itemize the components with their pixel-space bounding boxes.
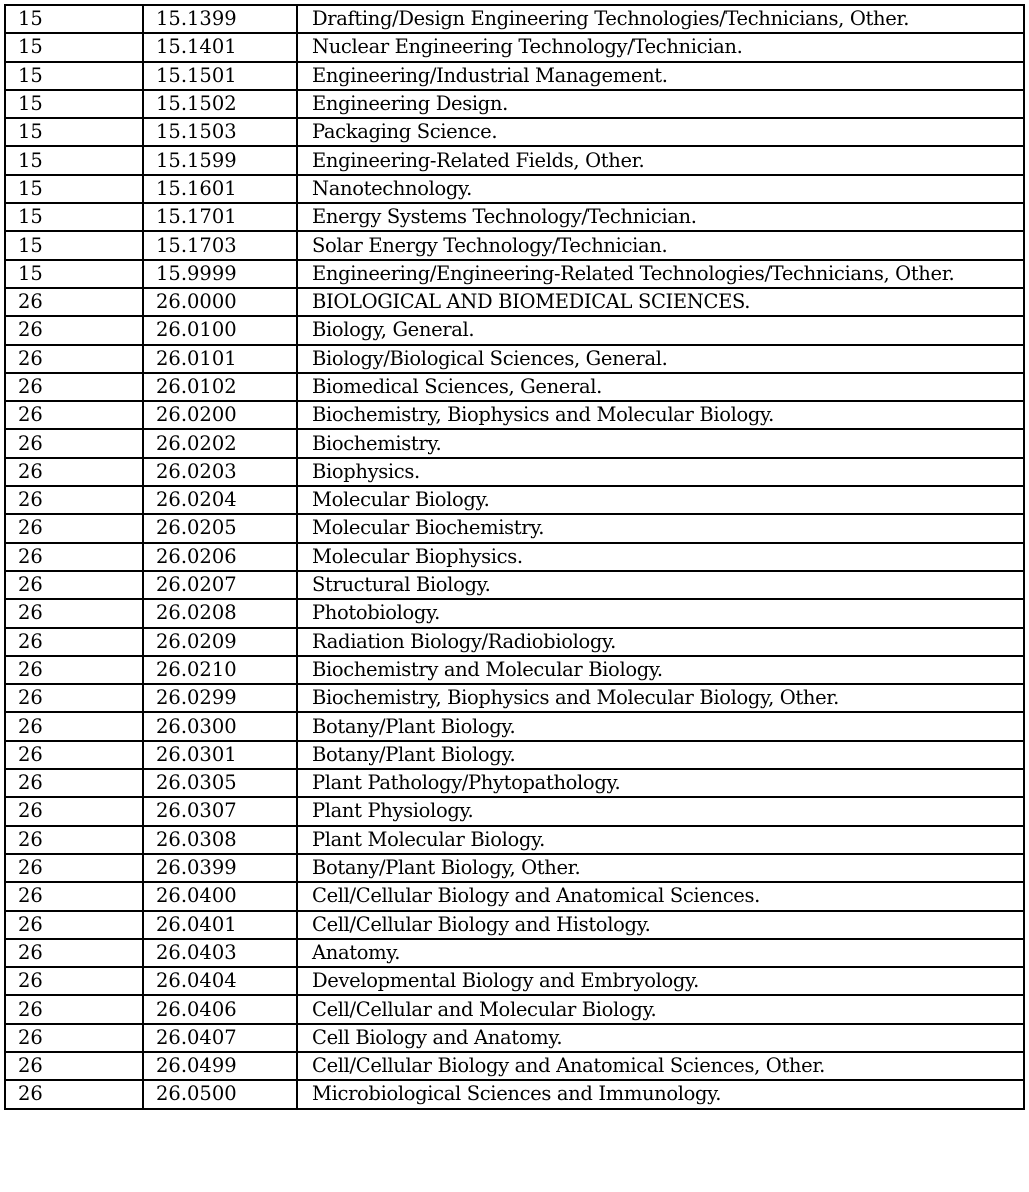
family-code-cell: 26 xyxy=(5,628,143,656)
program-title-cell: Solar Energy Technology/Technician. xyxy=(297,231,1024,259)
program-title-cell: Biochemistry and Molecular Biology. xyxy=(297,656,1024,684)
cip-code-cell: 26.0210 xyxy=(143,656,297,684)
program-title-cell: Cell Biology and Anatomy. xyxy=(297,1024,1024,1052)
cip-code-cell: 26.0399 xyxy=(143,854,297,882)
cip-code-cell: 26.0207 xyxy=(143,571,297,599)
table-row xyxy=(5,514,1024,542)
program-title-cell: Plant Molecular Biology. xyxy=(297,826,1024,854)
table-row xyxy=(5,146,1024,174)
family-code-cell: 26 xyxy=(5,1080,143,1108)
table-row xyxy=(5,882,1024,910)
family-code-cell: 26 xyxy=(5,316,143,344)
program-title-cell: BIOLOGICAL AND BIOMEDICAL SCIENCES. xyxy=(297,288,1024,316)
program-title-cell: Biophysics. xyxy=(297,458,1024,486)
program-title-cell: Molecular Biology. xyxy=(297,486,1024,514)
table-row xyxy=(5,458,1024,486)
table-row xyxy=(5,373,1024,401)
program-title-cell: Energy Systems Technology/Technician. xyxy=(297,203,1024,231)
family-code-cell: 26 xyxy=(5,1052,143,1080)
table-row xyxy=(5,118,1024,146)
family-code-cell: 26 xyxy=(5,769,143,797)
program-title-cell: Botany/Plant Biology. xyxy=(297,712,1024,740)
cip-code-table xyxy=(4,4,1025,1110)
program-title-cell: Radiation Biology/Radiobiology. xyxy=(297,628,1024,656)
table-row xyxy=(5,1052,1024,1080)
family-code-cell: 26 xyxy=(5,571,143,599)
table-row xyxy=(5,769,1024,797)
family-code-cell: 26 xyxy=(5,939,143,967)
family-code-cell: 15 xyxy=(5,175,143,203)
family-code-cell: 26 xyxy=(5,401,143,429)
program-title-cell: Molecular Biochemistry. xyxy=(297,514,1024,542)
table-row xyxy=(5,5,1024,33)
table-row xyxy=(5,854,1024,882)
cip-code-cell: 26.0101 xyxy=(143,345,297,373)
cip-table-body xyxy=(5,5,1024,1109)
family-code-cell: 26 xyxy=(5,429,143,457)
cip-code-cell: 26.0100 xyxy=(143,316,297,344)
program-title-cell: Botany/Plant Biology, Other. xyxy=(297,854,1024,882)
program-title-cell: Biomedical Sciences, General. xyxy=(297,373,1024,401)
cip-code-cell: 26.0200 xyxy=(143,401,297,429)
cip-code-cell: 26.0205 xyxy=(143,514,297,542)
program-title-cell: Engineering Design. xyxy=(297,90,1024,118)
table-row xyxy=(5,316,1024,344)
family-code-cell: 26 xyxy=(5,854,143,882)
table-row xyxy=(5,911,1024,939)
family-code-cell: 15 xyxy=(5,146,143,174)
cip-code-cell: 26.0203 xyxy=(143,458,297,486)
cip-code-cell: 26.0299 xyxy=(143,684,297,712)
program-title-cell: Engineering/Engineering-Related Technologies/Technicians, Other. xyxy=(297,260,1024,288)
program-title-cell: Structural Biology. xyxy=(297,571,1024,599)
family-code-cell: 15 xyxy=(5,33,143,61)
family-code-cell: 26 xyxy=(5,458,143,486)
table-row xyxy=(5,741,1024,769)
family-code-cell: 26 xyxy=(5,486,143,514)
table-row xyxy=(5,967,1024,995)
cip-code-cell: 26.0000 xyxy=(143,288,297,316)
program-title-cell: Microbiological Sciences and Immunology. xyxy=(297,1080,1024,1108)
family-code-cell: 15 xyxy=(5,118,143,146)
table-row xyxy=(5,571,1024,599)
cip-code-cell: 26.0406 xyxy=(143,995,297,1023)
table-row xyxy=(5,1080,1024,1108)
program-title-cell: Anatomy. xyxy=(297,939,1024,967)
cip-code-cell: 26.0300 xyxy=(143,712,297,740)
table-row xyxy=(5,401,1024,429)
table-row xyxy=(5,939,1024,967)
table-row xyxy=(5,684,1024,712)
family-code-cell: 26 xyxy=(5,543,143,571)
family-code-cell: 26 xyxy=(5,967,143,995)
program-title-cell: Biochemistry, Biophysics and Molecular Biology. xyxy=(297,401,1024,429)
family-code-cell: 26 xyxy=(5,288,143,316)
program-title-cell: Packaging Science. xyxy=(297,118,1024,146)
family-code-cell: 26 xyxy=(5,373,143,401)
cip-code-cell: 26.0403 xyxy=(143,939,297,967)
program-title-cell: Biology, General. xyxy=(297,316,1024,344)
cip-code-cell: 15.1599 xyxy=(143,146,297,174)
cip-code-cell: 26.0307 xyxy=(143,797,297,825)
family-code-cell: 15 xyxy=(5,260,143,288)
family-code-cell: 26 xyxy=(5,599,143,627)
table-row xyxy=(5,429,1024,457)
cip-code-cell: 26.0301 xyxy=(143,741,297,769)
family-code-cell: 15 xyxy=(5,5,143,33)
family-code-cell: 26 xyxy=(5,995,143,1023)
program-title-cell: Nuclear Engineering Technology/Technician. xyxy=(297,33,1024,61)
program-title-cell: Plant Pathology/Phytopathology. xyxy=(297,769,1024,797)
family-code-cell: 26 xyxy=(5,911,143,939)
program-title-cell: Cell/Cellular Biology and Anatomical Sciences, Other. xyxy=(297,1052,1024,1080)
table-row xyxy=(5,90,1024,118)
cip-code-cell: 26.0209 xyxy=(143,628,297,656)
cip-code-cell: 26.0204 xyxy=(143,486,297,514)
family-code-cell: 26 xyxy=(5,882,143,910)
family-code-cell: 26 xyxy=(5,684,143,712)
program-title-cell: Engineering/Industrial Management. xyxy=(297,62,1024,90)
table-row xyxy=(5,797,1024,825)
cip-code-cell: 26.0400 xyxy=(143,882,297,910)
cip-code-cell: 15.1502 xyxy=(143,90,297,118)
table-row xyxy=(5,1024,1024,1052)
family-code-cell: 15 xyxy=(5,231,143,259)
cip-code-cell: 26.0202 xyxy=(143,429,297,457)
cip-code-cell: 15.1501 xyxy=(143,62,297,90)
cip-code-cell: 15.1503 xyxy=(143,118,297,146)
table-row xyxy=(5,628,1024,656)
cip-code-cell: 15.1703 xyxy=(143,231,297,259)
table-row xyxy=(5,62,1024,90)
cip-code-cell: 15.9999 xyxy=(143,260,297,288)
program-title-cell: Cell/Cellular and Molecular Biology. xyxy=(297,995,1024,1023)
family-code-cell: 26 xyxy=(5,741,143,769)
program-title-cell: Developmental Biology and Embryology. xyxy=(297,967,1024,995)
table-row xyxy=(5,231,1024,259)
family-code-cell: 26 xyxy=(5,345,143,373)
cip-code-cell: 26.0206 xyxy=(143,543,297,571)
program-title-cell: Nanotechnology. xyxy=(297,175,1024,203)
program-title-cell: Photobiology. xyxy=(297,599,1024,627)
table-row xyxy=(5,345,1024,373)
cip-code-cell: 26.0305 xyxy=(143,769,297,797)
program-title-cell: Engineering-Related Fields, Other. xyxy=(297,146,1024,174)
table-row xyxy=(5,543,1024,571)
table-row xyxy=(5,712,1024,740)
table-row xyxy=(5,599,1024,627)
table-row xyxy=(5,995,1024,1023)
table-row xyxy=(5,656,1024,684)
cip-code-cell: 26.0404 xyxy=(143,967,297,995)
program-title-cell: Botany/Plant Biology. xyxy=(297,741,1024,769)
cip-code-cell: 26.0208 xyxy=(143,599,297,627)
program-title-cell: Cell/Cellular Biology and Histology. xyxy=(297,911,1024,939)
program-title-cell: Biology/Biological Sciences, General. xyxy=(297,345,1024,373)
family-code-cell: 15 xyxy=(5,203,143,231)
cip-code-cell: 15.1701 xyxy=(143,203,297,231)
cip-code-cell: 15.1401 xyxy=(143,33,297,61)
program-title-cell: Cell/Cellular Biology and Anatomical Sciences. xyxy=(297,882,1024,910)
table-row xyxy=(5,260,1024,288)
family-code-cell: 15 xyxy=(5,90,143,118)
family-code-cell: 26 xyxy=(5,826,143,854)
table-row xyxy=(5,33,1024,61)
table-row xyxy=(5,826,1024,854)
family-code-cell: 15 xyxy=(5,62,143,90)
cip-code-cell: 26.0308 xyxy=(143,826,297,854)
cip-code-cell: 15.1601 xyxy=(143,175,297,203)
program-title-cell: Plant Physiology. xyxy=(297,797,1024,825)
family-code-cell: 26 xyxy=(5,656,143,684)
cip-code-cell: 26.0499 xyxy=(143,1052,297,1080)
table-row xyxy=(5,203,1024,231)
cip-code-cell: 26.0401 xyxy=(143,911,297,939)
program-title-cell: Biochemistry, Biophysics and Molecular Biology, Other. xyxy=(297,684,1024,712)
family-code-cell: 26 xyxy=(5,712,143,740)
table-row xyxy=(5,175,1024,203)
table-row xyxy=(5,486,1024,514)
program-title-cell: Biochemistry. xyxy=(297,429,1024,457)
cip-code-cell: 26.0102 xyxy=(143,373,297,401)
family-code-cell: 26 xyxy=(5,1024,143,1052)
program-title-cell: Drafting/Design Engineering Technologies/Technicians, Other. xyxy=(297,5,1024,33)
program-title-cell: Molecular Biophysics. xyxy=(297,543,1024,571)
cip-code-cell: 26.0500 xyxy=(143,1080,297,1108)
cip-code-cell: 26.0407 xyxy=(143,1024,297,1052)
cip-code-cell: 15.1399 xyxy=(143,5,297,33)
family-code-cell: 26 xyxy=(5,797,143,825)
family-code-cell: 26 xyxy=(5,514,143,542)
table-row xyxy=(5,288,1024,316)
